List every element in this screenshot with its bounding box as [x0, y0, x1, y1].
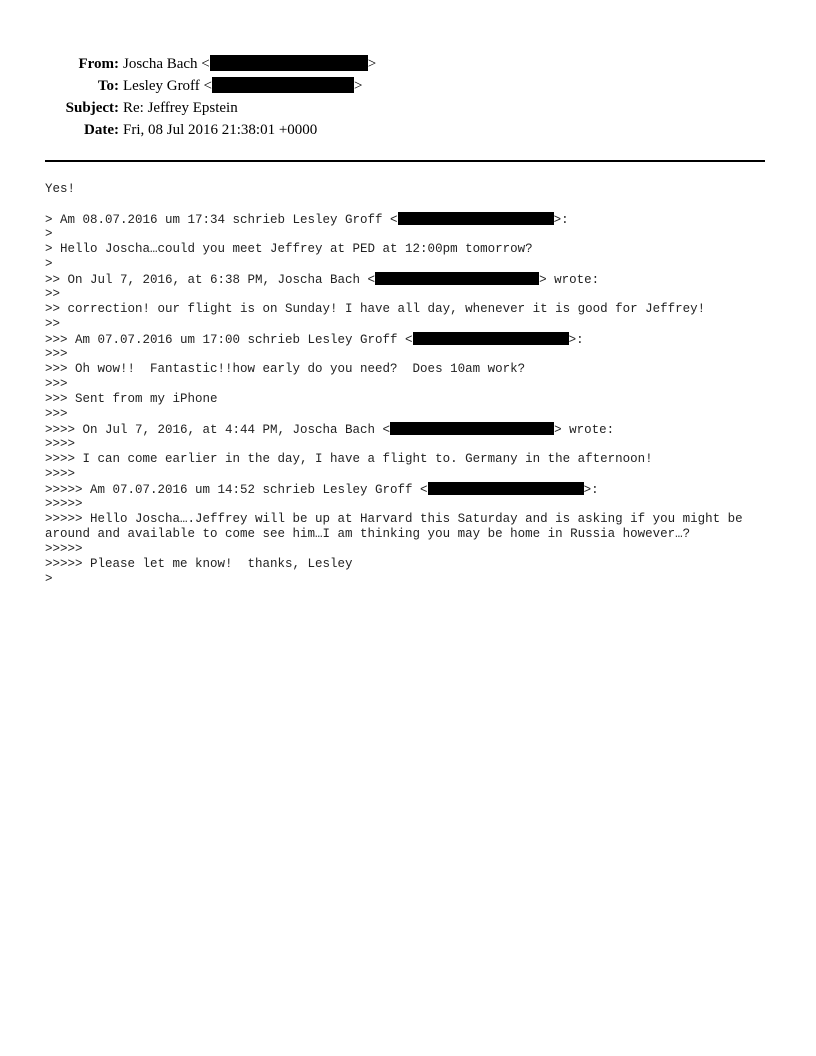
date-label: Date:	[84, 122, 119, 138]
redacted-email	[428, 482, 584, 495]
redacted-email	[413, 332, 569, 345]
quote-text-5: >>>>> Hello Joscha….Jeffrey will be up at Harvard this Saturday and is asking if you might be around and available to come see him…I am thinking you may be home in Russia however…?	[45, 512, 743, 541]
quote-spacer: >>>>>	[45, 542, 83, 556]
redacted-to-email	[212, 77, 354, 93]
subject-text: Re: Jeffrey Epstein	[123, 100, 238, 116]
quote-header-1: > Am 08.07.2016 um 17:34 schrieb Lesley Groff < >:	[45, 213, 569, 227]
quote-spacer: >>>>	[45, 437, 76, 451]
quote-spacer: >>>>>	[45, 497, 83, 511]
redacted-email	[390, 422, 554, 435]
redacted-email	[375, 272, 539, 285]
quote-spacer: >>>	[45, 377, 68, 391]
to-name: Lesley Groff <	[123, 78, 212, 94]
quote-text-2: >> correction! our flight is on Sunday! I have all day, whenever it is good for Jeffrey!	[45, 302, 706, 316]
redacted-email	[398, 212, 554, 225]
email-body	[45, 182, 785, 587]
quote-spacer: >>>>	[45, 467, 76, 481]
quote-spacer: >>	[45, 317, 61, 331]
quote-spacer: >	[45, 227, 53, 241]
quote-text-3: >>> Oh wow!! Fantastic!!how early do you need? Does 10am work?	[45, 362, 526, 376]
header-divider	[45, 160, 765, 162]
from-label: From:	[78, 56, 119, 72]
quote-spacer: >>	[45, 287, 61, 301]
quote-end: >	[45, 572, 53, 586]
to-close: >	[354, 78, 363, 94]
quote-text-1: > Hello Joscha…could you meet Jeffrey at PED at 12:00pm tomorrow?	[45, 242, 533, 256]
quote-header-4: >>>> On Jul 7, 2016, at 4:44 PM, Joscha Bach < > wrote:	[45, 423, 615, 437]
from-name: Joscha Bach <	[123, 56, 210, 72]
from-row	[0, 53, 376, 75]
quote-spacer: >>>	[45, 407, 68, 421]
to-row	[0, 75, 376, 97]
email-header	[0, 53, 376, 141]
reply-text: Yes!	[45, 182, 76, 196]
quote-header-5: >>>>> Am 07.07.2016 um 14:52 schrieb Lesley Groff < >:	[45, 483, 599, 497]
quote-spacer: >>>	[45, 347, 68, 361]
quote-signature: >>> Sent from my iPhone	[45, 392, 218, 406]
quote-header-3: >>> Am 07.07.2016 um 17:00 schrieb Lesley Groff < >:	[45, 333, 584, 347]
to-label: To:	[97, 78, 119, 94]
redacted-from-email	[210, 55, 368, 71]
date-row	[0, 119, 376, 141]
from-close: >	[367, 56, 377, 72]
date-text: Fri, 08 Jul 2016 21:38:01 +0000	[123, 122, 318, 138]
quote-header-2: >> On Jul 7, 2016, at 6:38 PM, Joscha Bach < > wrote:	[45, 273, 600, 287]
quote-text-4: >>>> I can come earlier in the day, I have a flight to. Germany in the afternoon!	[45, 452, 653, 466]
quote-sign-off: >>>>> Please let me know! thanks, Lesley	[45, 557, 353, 571]
subject-row	[0, 97, 376, 119]
quote-spacer: >	[45, 257, 53, 271]
subject-label: Subject:	[65, 100, 119, 116]
